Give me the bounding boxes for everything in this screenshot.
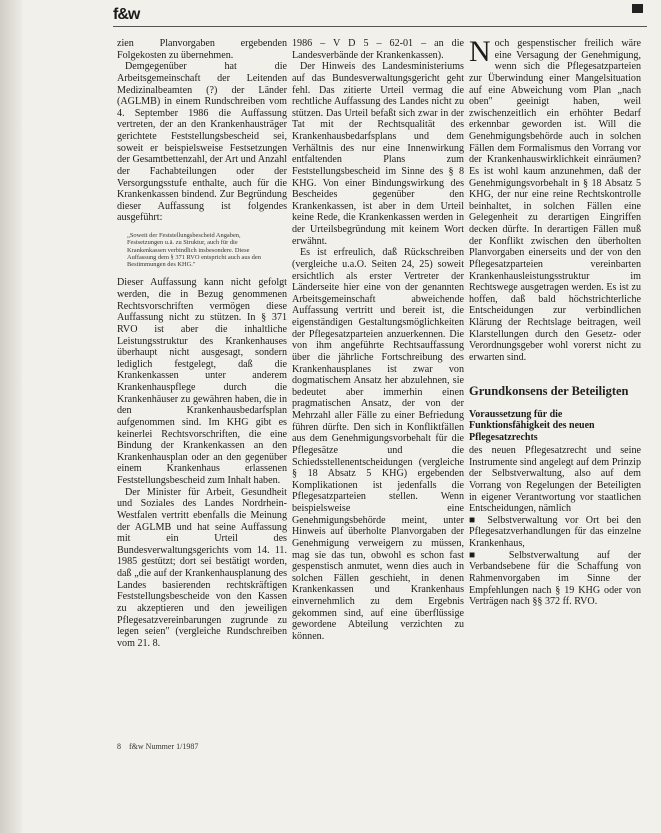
paragraph <box>469 35 641 364</box>
page-footer <box>117 742 204 751</box>
paragraph: 1986 – V D 5 – 62-01 – an die Landesverbände der Krankenkassen). <box>292 38 464 61</box>
journal-issue: f&w Nummer 1/1987 <box>129 742 199 751</box>
section-heading: Grundkonsens der Beteiligten <box>469 383 629 398</box>
header-mark-icon <box>632 4 643 13</box>
paragraph-text: och gespenstischer freilich wäre eine Versagung der Genehmigung, wenn sich die Pflegesatzparteien zur Überwindung einer Mangelsituation auf eine Abweichung vom Plan „nach oben" geeinigt haben, weil zwischenzeitlich ein erhöhter Bedarf erkennbar geworden ist. Will die Genehmigungsbehörde auch in solchen Fällen dem Formalismus den Vorrang vor der Krankenhauswirklichkeit einräumen? Es ist wohl kaum anzunehmen, daß der Genehmigungsvorbehalt in § 18 Absatz 5 KHG, der nur eine reine Rechtskontrolle beinhaltet, in solchen Fällen eine Gelegenheit zu derartigen Eingriffen decken dürfte. In derartigen Fällen muß der Konflikt zwischen den überholten Planvorgaben einerseits und der von den Pflegesatzparteien vereinbarten Krankenhausleistungsstruktur im Rechtswege ausgetragen werden. Es ist zu hoffen, daß bald höchstrichterliche Entscheidungen zur verbindlichen Klärung der Rechtslage beitragen, weil Klarstellungen durch den Gesetz- oder Verordnungsgeber wohl vorerst nicht zu erwarten sind. <box>469 38 641 363</box>
text-column-right <box>469 35 641 608</box>
journal-logo: f&w <box>113 6 140 23</box>
paragraph: Dieser Auffassung kann nicht gefolgt werden, die in Bezug genommenen Rechtsvorschriften vermögen diese Auffassung nicht zu stützen. In § 371 RVO ist aber die inhaltliche Leistungsstruktur des Krankenhauses überhaupt nicht ausgesagt, sondern lediglich festgelegt, daß die Krankenkassen unter anderem Krankenhauspflege durch die Krankenhäuser zu gewähren haben, die in den Krankenhausbedarfsplan aufgenommen sind. Im KHG gibt es keinerlei Rechtsvorschriften, die eine Bindung der Krankenkassen an den Krankenhausplan oder an den gegenüber einem Krankenhaus erlassenen Feststellungsbescheid zum Inhalt haben. <box>117 277 287 487</box>
block-quote: „Soweit der Feststellungsbescheid Angaben, Festsetzungen u.ä. zu Struktur, auch für die Krankenkassen verbindlich insbesondere. Diese Auffassung dem § 371 RVO entspricht auch aus den Bestimmungen des KHG." <box>127 232 261 269</box>
bullet-item: ■ Selbstverwaltung auf der Verbandsebene für die Schaffung von Rahmenvorgaben im Sinne der Empfehlungen nach § 19 KHG oder von Verträgen nach §§ 372 ff. RVO. <box>469 549 641 608</box>
page-number: 8 <box>117 742 121 751</box>
paragraph: Es ist erfreulich, daß Rückschreiben (vergleiche u.a.O. Seiten 24, 25) soweit ersichtlich als erster Vertreter der Länderseite hier eine von der genannten Arbeitsgemeinschaft abweichende Auffassung vertritt und bereit ist, die eigenständigen Gestaltungsmöglichkeiten der Pflegesatzparteien anzuerkennen. Die von ihm angeführte Rechtsauffassung über die jährliche Fortschreibung des Krankenhausplanes ist zwar von dogmatischem Ansatz her abzulehnen, sie bedeutet aber immerhin einen pragmatischen Ansatz, der von der Mehrzahl aller Fälle zu einer Befriedung führen dürfte. Den sich in Konfliktfällen aus dem Genehmigungsvorbehalt für die Pflegesätze und die Schiedsstellenentscheidungen (vergleiche § 18 Absatz 5 KHG) ergebenden Komplikationen ist jedenfalls die Pflegesatzparteien stellen. Wenn beispielsweise eine Genehmigungsbehörde meint, unter Hinweis auf überholte Planvorgaben der Genehmigung verweigern zu müssen, mag sie das tun, obwohl es schon fast gespenstisch anmutet, wenn dies auch in solchen Fällen geschieht, in denen Krankenkassen und Krankenhaus einvernehmlich zu dem Ergebnis gekommen sind, auf eine überflüssige gewordene Abteilung verzichten zu können. <box>292 247 464 642</box>
text-column-middle <box>292 38 464 643</box>
bullet-item: ■ Selbstverwaltung vor Ort bei den Pflegesatzverhandlungen für das einzelne Krankenhaus, <box>469 514 641 549</box>
drop-cap: N <box>469 35 491 68</box>
scan-gutter-shadow <box>0 0 22 833</box>
paragraph: Der Minister für Arbeit, Gesundheit und Soziales des Landes Nordrhein-Westfalen vertritt ebenfalls die Meinung der AGLMB und hat seine Auffassung mit ein Urteil des Bundesverwaltungsgerichts vom 14. 11. 1985 gestützt; dort sei bestätigt worden, daß „die auf der Krankenhausplanung des Landes basierenden rechtskräftigen Feststellungsbescheide von den Kassen zu akzeptieren und den jeweiligen Pflegesatzvereinbarungen zugrunde zu legen seien" (vergleiche Rundschreiben vom 21. 8. <box>117 486 287 649</box>
paragraph: des neuen Pflegesatzrecht und seine Instrumente sind angelegt auf dem Prinzip der Selbstverwaltung, also auf dem Vorrang von Regelungen der Beteiligten in eigener Verantwortung vor staatlichen Entscheidungen, nämlich <box>469 445 641 515</box>
section-subheading: Voraussetzung für die Funktionsfähigkeit des neuen Pflegesatzrechts <box>469 408 595 443</box>
paragraph: Der Hinweis des Landesministeriums auf das Bundesverwaltungsgericht geht fehl. Das zitierte Urteil vermag die rechtliche Auffassung des Landes nicht zu stützen. Das Urteil befaßt sich zwar in der Tat mit der Rechtsqualität des Krankenhausbedarfsplans und dem Verhältnis des nur eine Innenwirkung entfaltenden Plans zum Feststellungsbescheid im Sinne des § 8 KHG. Von einer Bindungswirkung des Bescheides gegenüber den Krankenkassen, ist aber in dem Urteil keine Rede, die Krankenkassen werden in der Urteilsbegründung mit keinem Wort erwähnt. <box>292 61 464 247</box>
text-column-left <box>117 38 287 649</box>
paragraph: Demgegenüber hat die Arbeitsgemeinschaft der Leitenden Medizinalbeamten (?) der Länder (AGLMB) in einem Rundschreiben vom 4. September 1986 die Auffassung vertreten, der an den Krankenhausträger gerichtete Feststellungsbescheid sei, soweit er beispielsweise Festsetzungen der Gesamtbettenzahl, der Art und Anzahl der Fachabteilungen oder der Versorgungsstufe enthalte, auch für die Krankenkassen bindend. Zur Begründung dieser Auffassung ist folgendes ausgeführt: <box>117 61 287 224</box>
header-rule <box>113 26 647 27</box>
paragraph: zien Planvorgaben ergebenden Folgekosten zu übernehmen. <box>117 38 287 61</box>
